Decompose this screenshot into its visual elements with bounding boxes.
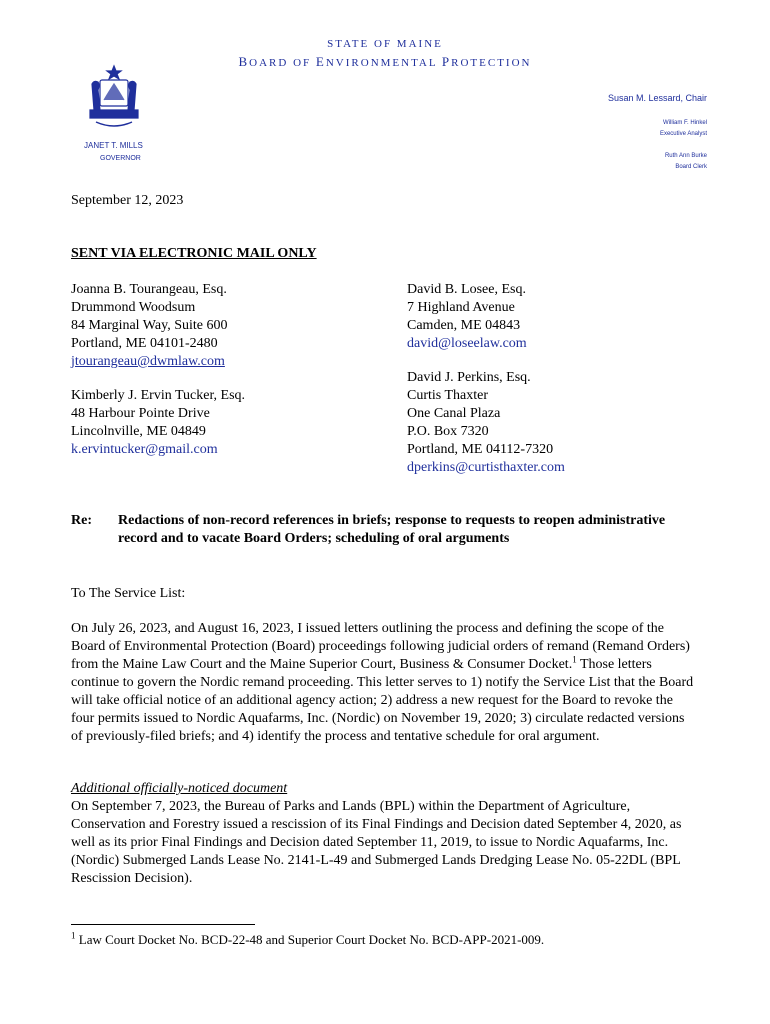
maine-state-seal-icon <box>86 64 142 130</box>
paragraph-text: On July 26, 2023, and August 16, 2023, I issued letters outlining the process and defining the scope of the Board of Environmental Protection (Board) proceedings following judicial orders of remand (Remand Orders) from the Maine Law Court and the Maine Superior Court, Business & Consumer Docket. <box>71 621 690 672</box>
governor-name: JANET T. MILLS <box>84 141 143 150</box>
recipient-email-link[interactable]: david@loseelaw.com <box>407 336 527 351</box>
recipient-line: Curtis Thaxter <box>407 388 489 403</box>
board-rest-3: ROTECTION <box>451 57 532 69</box>
recipient-line: David J. Perkins, Esq. <box>407 370 531 385</box>
footnote-text: Law Court Docket No. BCD-22-48 and Superior Court Docket No. BCD-APP-2021-009. <box>75 932 545 947</box>
salutation: To The Service List: <box>71 586 186 601</box>
paragraph-text: Those letters continue to govern the Nordic remand proceeding. This letter serves to 1) notify the Service List that the Board will take official notice of an additional agency action; 2) address a new request for the Board to revoke the four permits issued to Nordic Aquafarms, Inc. (Nordic) on November 19, 2020; 3) circulate redacted versions of previously-filed briefs; and 4) identify the process and tentative schedule for oral argument. <box>71 657 694 744</box>
recipient-line: One Canal Plaza <box>407 406 501 421</box>
section-heading-text: Additional officially-noticed document <box>71 781 288 796</box>
recipient-block <box>71 387 245 459</box>
footnote <box>71 932 544 948</box>
staff-title-2: Board Clerk <box>675 164 707 170</box>
letterhead-state: STATE OF MAINE <box>327 38 443 50</box>
body-paragraph: On September 7, 2023, the Bureau of Parks and Lands (BPL) within the Department of Agriculture, Conservation and Forestry issued a rescission of its Final Findings and Decision dated September 4, 2020, as well as its prior Final Findings and Decision dated September 11, 2019, to issue to Nordic Aquafarms, Inc. (Nordic) Submerged Lands Lease No. 2141-L-49 and Submerged Lands Dredging Lease No. 05-22DL (BPL Rescission Decision). <box>71 799 682 886</box>
body-paragraph <box>71 620 699 746</box>
staff-title-1: Executive Analyst <box>659 131 707 137</box>
recipient-line: Joanna B. Tourangeau, Esq. <box>71 282 227 297</box>
recipient-line: 7 Highland Avenue <box>407 300 515 315</box>
recipient-line: Camden, ME 04843 <box>407 318 521 333</box>
recipient-block <box>71 281 228 371</box>
staff-name-2: Ruth Ann Burke <box>664 153 707 159</box>
board-cap-2: E <box>315 54 326 69</box>
letter-date: September 12, 2023 <box>71 193 184 208</box>
re-subject: Redactions of non-record references in briefs; response to requests to reopen administrative record and to vacate Board Orders; scheduling of oral arguments <box>118 513 666 546</box>
recipient-line: Drummond Woodsum <box>71 300 196 315</box>
board-cap-3: P <box>441 54 452 69</box>
staff-name-1: William F. Hinkel <box>662 120 707 126</box>
recipient-email-link[interactable]: dperkins@curtisthaxter.com <box>407 460 565 475</box>
recipient-line: 84 Marginal Way, Suite 600 <box>71 318 228 333</box>
recipient-block <box>407 281 527 353</box>
recipient-line: Lincolnville, ME 04849 <box>71 424 206 439</box>
recipient-line: P.O. Box 7320 <box>407 424 489 439</box>
footnote-marker: 1 <box>71 930 76 941</box>
recipient-email-link[interactable]: jtourangeau@dwmlaw.com <box>71 354 225 369</box>
delivery-method: SENT VIA ELECTRONIC MAIL ONLY <box>71 246 317 261</box>
re-label: Re: <box>71 513 92 528</box>
governor-title: GOVERNOR <box>100 155 141 162</box>
footnote-divider <box>71 924 255 925</box>
recipient-line: David B. Losee, Esq. <box>407 282 526 297</box>
recipient-line: Portland, ME 04112-7320 <box>407 442 554 457</box>
board-rest-1: OARD OF <box>249 57 316 69</box>
recipient-line: 48 Harbour Pointe Drive <box>71 406 210 421</box>
board-cap-1: B <box>238 54 250 69</box>
board-chair: Susan M. Lessard, Chair <box>607 93 707 103</box>
recipient-line: Kimberly J. Ervin Tucker, Esq. <box>71 388 246 403</box>
recipient-block <box>407 369 565 477</box>
recipient-email-link[interactable]: k.ervintucker@gmail.com <box>71 442 218 457</box>
section-heading <box>71 780 699 798</box>
footnote-marker[interactable]: 1 <box>572 654 577 665</box>
recipient-line: Portland, ME 04101-2480 <box>71 336 218 351</box>
board-rest-2: NVIRONMENTAL <box>325 57 442 69</box>
